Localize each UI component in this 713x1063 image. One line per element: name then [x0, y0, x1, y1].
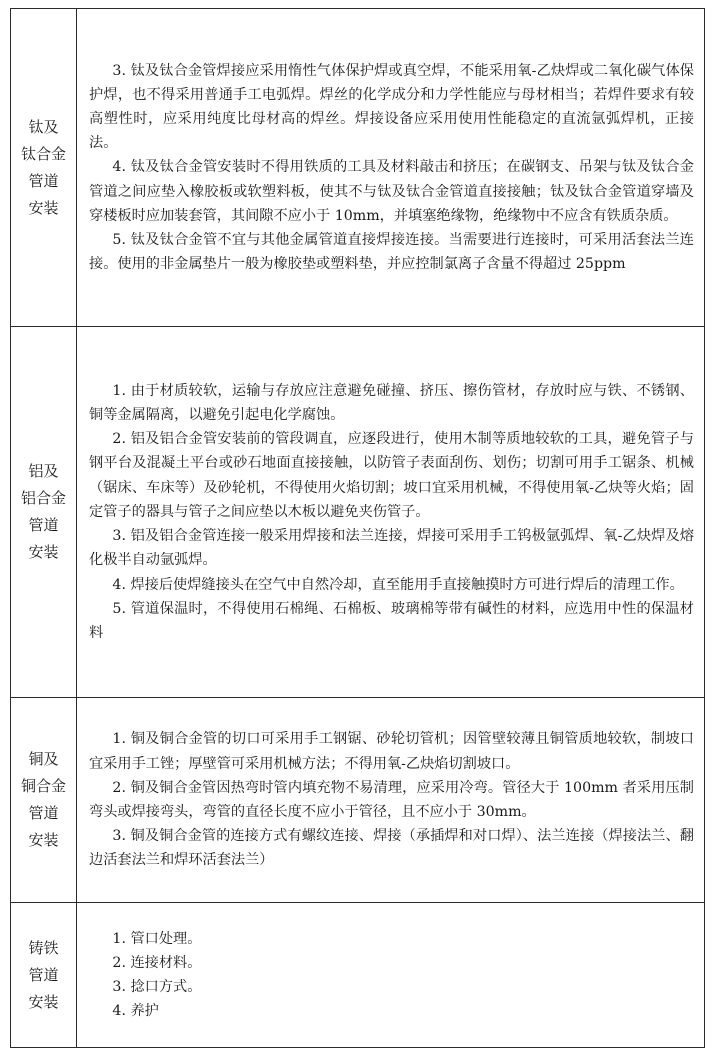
label-line: 管道: [28, 965, 59, 984]
list-item: 4. 养护: [112, 1003, 159, 1020]
section-label-aluminum: [11, 327, 77, 698]
list-item: 3. 铝及铝合金管连接一般采用焊接和法兰连接，焊接可采用手工钨极氩弧焊、氧-乙炔焊及熔化极半自动氩弧焊。: [89, 528, 694, 569]
list-item: 4. 焊接后使焊缝接头在空气中自然冷却，直至能用手直接触摸时方可进行焊后的清理工作。: [112, 576, 684, 593]
label-line: 铝合金: [20, 489, 66, 507]
list-item: 1. 管口处理。: [112, 930, 202, 947]
list-item: 5. 钛及钛合金管不宜与其他金属管道直接焊接连接。当需要进行连接时，可采用活套法兰连接。使用的非金属垫片一般为橡胶垫或塑料垫，并应控制氯离子含量不得超过 25ppm: [89, 232, 694, 273]
list-item: 5. 管道保温时，不得使用石棉绳、石棉板、玻璃棉等带有碱性的材料，应选用中性的保温材料: [89, 600, 694, 641]
label-line: 铜合金: [20, 777, 66, 795]
label-line: 管道: [28, 804, 59, 822]
section-label-cast-iron: [11, 903, 77, 1048]
label-line: 铸铁: [28, 938, 59, 957]
label-line: 管道: [28, 171, 59, 190]
section-body-aluminum: [77, 327, 705, 698]
section-row-titanium: [11, 9, 705, 327]
section-row-copper: [11, 698, 705, 903]
list-item: 3. 铜及铜合金管的连接方式有螺纹连接、焊接（承插焊和对口焊）、法兰连接（焊接法兰、翻边活套法兰和焊环活套法兰）: [89, 828, 694, 869]
list-item: 1. 铜及铜合金管的切口可采用手工钢锯、砂轮切管机；因管壁较薄且铜管质地较软，制坡口宜采用手工锉；厚壁管可采用机械方法；不得用氧-乙炔焰切割坡口。: [89, 731, 694, 772]
label-line: 安装: [28, 543, 59, 561]
label-line: 安装: [28, 992, 59, 1011]
list-item: 3. 钛及钛合金管焊接应采用惰性气体保护焊或真空焊，不能采用氧-乙炔焊或二氧化碳气体保护焊，也不得采用普通手工电弧焊。焊丝的化学成分和力学性能应与母材相当；若焊件要求有较高塑性时，应采用纯度比母材高的焊丝。焊接设备应采用使用性能稳定的直流氩弧焊机，正接法。: [89, 62, 694, 152]
label-line: 安装: [28, 198, 59, 217]
list-item: 2. 铜及铜合金管因热弯时管内填充物不易清理，应采用冷弯。管径大于 100mm 者采用压制弯头或焊接弯头，弯管的直径长度不应小于管径，且不应小于 30mm。: [89, 779, 694, 820]
list-item: 1. 由于材质较软，运输与存放应注意避免碰撞、挤压、擦伤管材，存放时应与铁、不锈钢、铜等金属隔离，以避免引起电化学腐蚀。: [89, 382, 694, 424]
section-label-titanium: [11, 9, 77, 327]
section-label-copper: [11, 698, 77, 903]
section-body-cast-iron: [77, 903, 705, 1048]
list-item: 4. 钛及钛合金管安装时不得用铁质的工具及材料敲击和挤压；在碳钢支、吊架与钛及钛合金管道之间应垫入橡胶板或软塑料板，使其不与钛及钛合金管道直接接触；钛及钛合金管道穿墙及穿楼板时应加装套管，其间隙不应小于 10mm，并填塞绝缘物，绝缘物中不应含有铁质杂质。: [89, 159, 694, 224]
section-row-cast-iron: [11, 903, 705, 1048]
list-item: 2. 铝及铝合金管安装前的管段调直，应逐段进行，使用木制等质地较软的工具，避免管子与钢平台及混凝土平台或砂石地面直接接触，以防管子表面刮伤、划伤；切割可用手工锯条、机械（锯床、车床等）及砂轮机，不得使用火焰切割；坡口宜采用机械，不得使用氧-乙炔等火焰；固定管子的器具与管子之间应垫以木板以避免夹伤管子。: [89, 431, 694, 520]
list-item: 2. 连接材料。: [112, 954, 202, 971]
label-line: 铝及: [28, 462, 59, 480]
installation-spec-table: [10, 8, 705, 1048]
label-line: 钛合金: [20, 144, 66, 163]
section-body-titanium: [77, 9, 705, 327]
label-line: 安装: [28, 831, 59, 849]
section-body-copper: [77, 698, 705, 903]
section-row-aluminum: [11, 327, 705, 698]
list-item: 3. 捻口方式。: [112, 979, 202, 995]
label-line: 钛及: [28, 117, 59, 136]
label-line: 管道: [28, 516, 59, 534]
label-line: 铜及: [28, 750, 59, 768]
